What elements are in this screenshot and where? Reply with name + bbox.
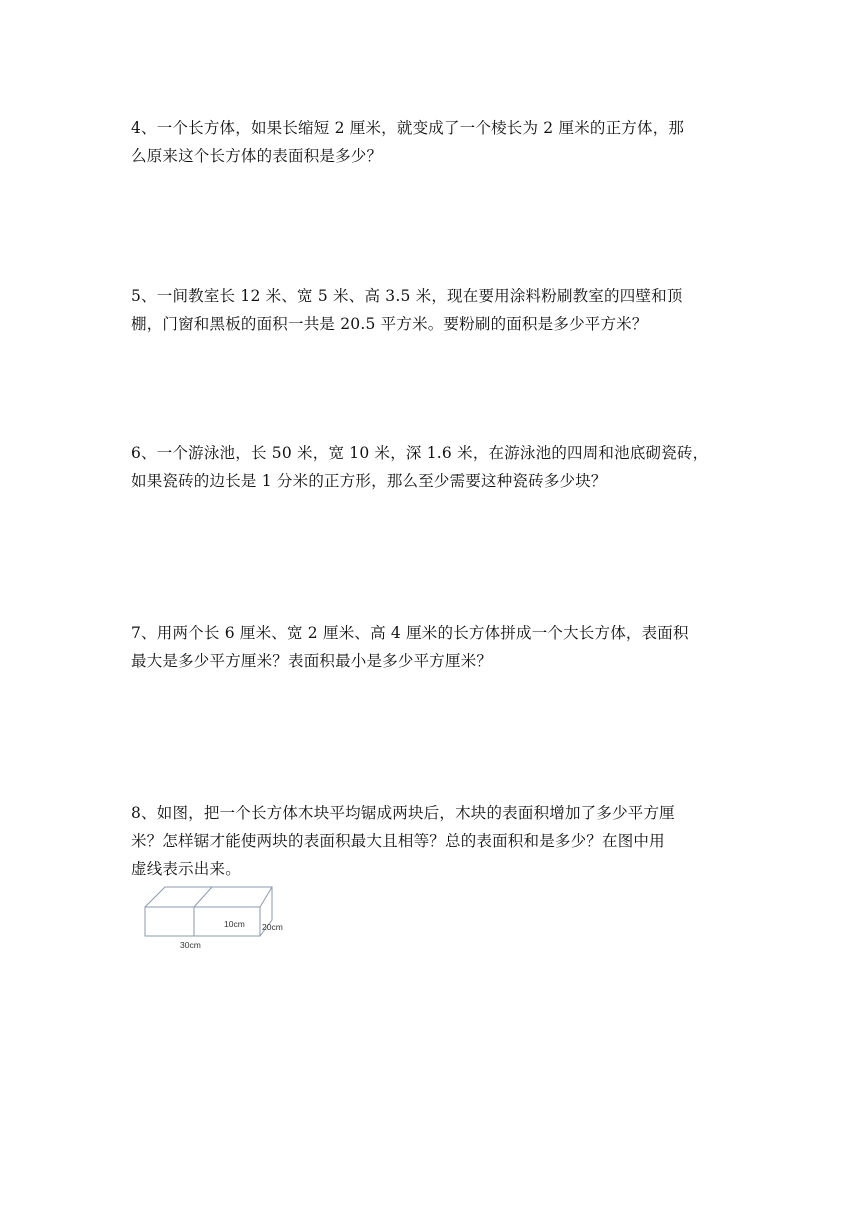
cuboid-top-face — [145, 887, 272, 907]
length-label: 30cm — [180, 940, 201, 950]
problem-7-line-2: 最大是多少平方厘米？表面积最小是多少平方厘米？ — [131, 652, 493, 670]
problem-8-line-1: 8、如图，把一个长方体木块平均锯成两块后，木块的表面积增加了多少平方厘 — [131, 804, 675, 822]
problem-8-line-3: 虚线表示出来。 — [131, 860, 241, 878]
problem-7 — [131, 619, 733, 675]
height-label: 10cm — [224, 919, 245, 929]
cuboid-figure — [138, 880, 298, 952]
problem-5-line-1: 5、一间教室长 12 米、宽 5 米、高 3.5 米，现在要用涂料粉刷教室的四壁和顶 — [131, 287, 683, 305]
problem-6-line-1: 6、一个游泳池，长 50 米，宽 10 米，深 1.6 米，在游泳池的四周和池底砌瓷砖， — [131, 444, 709, 462]
problem-4-line-1: 4、一个长方体，如果长缩短 2 厘米，就变成了一个棱长为 2 厘米的正方体，那 — [131, 119, 685, 137]
cuboid-top-division — [194, 887, 212, 907]
problem-8-line-2: 米？怎样锯才能使两块的表面积最大且相等？总的表面积和是多少？在图中用 — [131, 832, 665, 850]
width-label: 20cm — [262, 922, 283, 932]
problem-6 — [131, 439, 733, 495]
problem-7-line-1: 7、用两个长 6 厘米、宽 2 厘米、高 4 厘米的长方体拼成一个大长方体，表面积 — [131, 624, 689, 642]
problem-6-line-2: 如果瓷砖的边长是 1 分米的正方形，那么至少需要这种瓷砖多少块？ — [131, 472, 607, 490]
problem-5 — [131, 282, 733, 338]
problem-4-line-2: 么原来这个长方体的表面积是多少？ — [131, 147, 383, 165]
problem-5-line-2: 棚，门窗和黑板的面积一共是 20.5 平方米。要粉刷的面积是多少平方米？ — [131, 315, 648, 333]
problem-8 — [131, 799, 733, 883]
cuboid-diagram — [138, 880, 298, 952]
problem-4 — [131, 114, 733, 170]
